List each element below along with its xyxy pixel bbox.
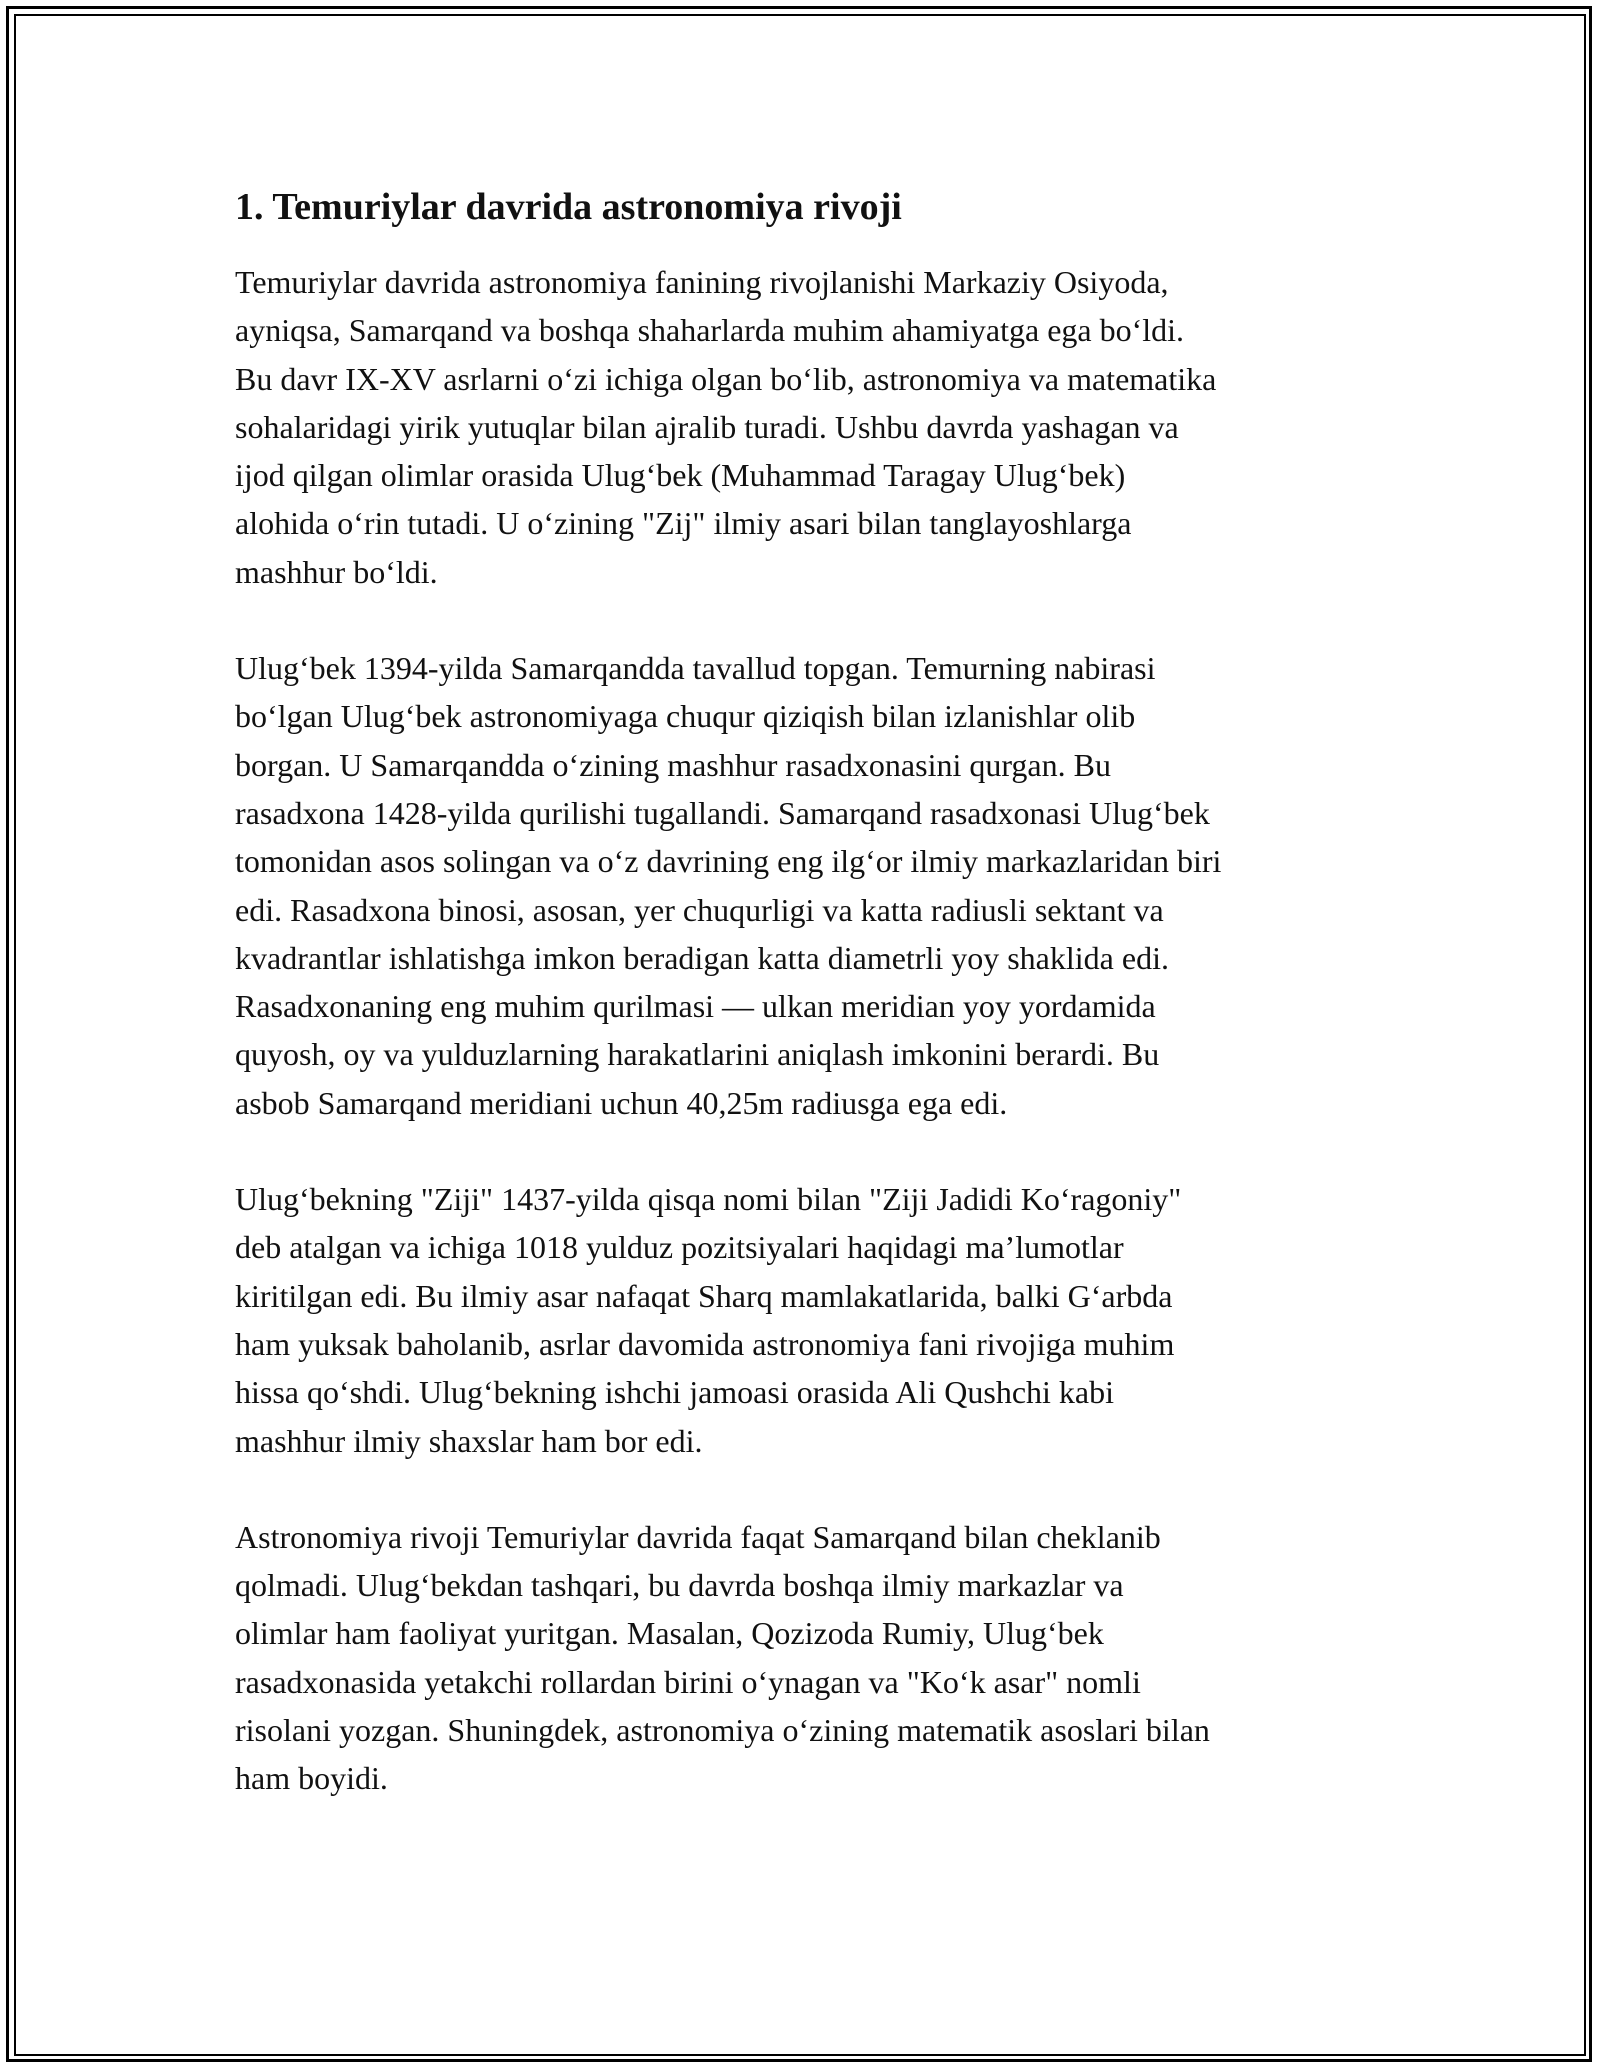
section-heading: 1. Temuriylar davrida astronomiya rivoji bbox=[235, 186, 902, 228]
paragraph-other-centers: Astronomiya rivoji Temuriylar davrida faqat Samarqand bilan cheklanib qolmadi. Ulug‘bekdan tashqari, bu davrda boshqa ilmiy markazlar va olimlar ham faoliyat yuritgan. Masalan, Qozizoda Rumiy, Ulug‘bek rasadxonasida yetakchi rollardan birini o‘ynagan va "Ko‘k asar" nomli risolani yozgan. Shuningdek, astronomiya o‘zining matematik asoslari bilan ham boyidi. bbox=[235, 1518, 1210, 1797]
document-body bbox=[235, 182, 1375, 1851]
paragraph-zij: Ulug‘bekning "Ziji" 1437-yilda qisqa nomi bilan "Ziji Jadidi Ko‘ragoniy" deb atalgan va ichiga 1018 yulduz pozitsiyalari haqidagi ma’lumotlar kiritilgan edi. Bu ilmiy asar nafaqat Sharq mamlakatlarida, balki G‘arbda ham yuksak baholanib, asrlar davomida astronomiya fani rivojiga muhim hissa qo‘shdi. Ulug‘bekning ishchi jamoasi orasida Ali Qushchi kabi mashhur ilmiy shaxslar ham bor edi. bbox=[235, 1181, 1182, 1459]
paragraph-intro: Temuriylar davrida astronomiya fanining rivojlanishi Markaziy Osiyoda, ayniqsa, Samarqand va boshqa shaharlarda muhim ahamiyatga ega bo‘ldi. Bu davr IX-XV asrlarni o‘zi ichiga olgan bo‘lib, astronomiya va matematika sohalaridagi yirik yutuqlar bilan ajralib turadi. Ushbu davrda yashagan va ijod qilgan olimlar orasida Ulug‘bek (Muhammad Taragay Ulug‘bek) alohida o‘rin tutadi. U o‘zining "Zij" ilmiy asari bilan tanglayoshlarga mashhur bo‘ldi. bbox=[235, 264, 1217, 590]
paragraph-observatory: Ulug‘bek 1394-yilda Samarqandda tavallud topgan. Temurning nabirasi bo‘lgan Ulug‘bek astronomiyaga chuqur qiziqish bilan izlanishlar olib borgan. U Samarqandda o‘zining mashhur rasadxonasini qurgan. Bu rasadxona 1428-yilda qurilishi tugallandi. Samarqand rasadxonasi Ulug‘bek tomonidan asos solingan va o‘z davrining eng ilg‘or ilmiy markazlaridan biri edi. Rasadxona binosi, asosan, yer chuqurligi va katta radiusli sektant va kvadrantlar ishlatishga imkon beradigan katta diametrli yoy shaklida edi. Rasadxonaning eng muhim qurilmasi — ulkan meridian yoy yordamida quyosh, oy va yulduzlarning harakatlarini aniqlash imkonini berardi. Bu asbob Samarqand meridiani uchun 40,25m radiusga ega edi. bbox=[235, 650, 1222, 1121]
